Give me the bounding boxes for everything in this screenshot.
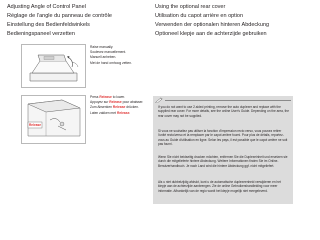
note-panel (153, 96, 293, 204)
heading-nl: Optioneel klepje aan de achterzijde gebruiken (155, 31, 267, 37)
heading-en: Using the optional rear cover (155, 4, 226, 10)
note-paragraph-de: Wenn Sie nicht beidseitig drucken möchten, entfernen Sie die Duplexeinheit und ersetzen sie durch die mitgelieferte hintere Abdeckung. Weitere Informationen finden Sie im Online-Benutzerhandbuch. Je nach Land wird die hintere Abdeckung ggf. nicht mitgeliefert. (158, 155, 288, 168)
heading-de: Verwenden der optionalen hinteren Abdeckung (155, 22, 270, 28)
caption-nl (90, 111, 143, 116)
heading-nl: Bedieningspaneel verzetten (7, 31, 75, 37)
caption-en: Raise manually. (90, 45, 114, 49)
printer-raise-illustration (22, 45, 85, 87)
caption-text: drücken. (125, 105, 139, 110)
release-keyword: Release (116, 110, 130, 115)
raise-panel-figure (21, 44, 86, 88)
pencil-note-icon (155, 97, 163, 103)
caption-text: Laten zakken met (90, 110, 117, 115)
caption-de: Manuell anheben. (90, 55, 117, 60)
heading-fr: Réglage de l’angle du panneau de contrôle (7, 13, 112, 19)
release-label: Release (29, 122, 42, 127)
right-headings (155, 3, 269, 39)
caption-text: Appuyez sur (90, 100, 110, 105)
heading-en: Adjusting Angle of Control Panel (7, 4, 86, 10)
heading-de: Einstellung des Bedienfeldwinkels (7, 22, 90, 28)
caption-text: . (129, 110, 131, 115)
release-keyword: Release (109, 100, 122, 105)
caption-text: Press (90, 95, 100, 99)
note-divider (165, 100, 291, 101)
release-button-illustration (22, 96, 85, 143)
caption-text: to lower. (111, 95, 126, 99)
caption-nl: Met de hand omhoog zetten. (90, 60, 132, 65)
raise-caption (90, 45, 132, 66)
caption-fr: Soulevez manuellement. (90, 50, 127, 55)
note-paragraph-nl: Als u niet dubbelzijdig afdrukt, kunt u de automatische duplexeenheid verwijderen en het klepje aan de achterzijde aanbrengen. Zie de online Gebruikershandleiding voor meer informatie. Afhankelijk van de regio wordt het klepje mogelijk niet meegeleverd. (158, 180, 281, 193)
release-caption (90, 95, 143, 116)
heading-fr: Utilisation du capot arrière en option (155, 13, 244, 19)
release-keyword: Release (99, 95, 112, 99)
release-figure (21, 95, 86, 144)
release-keyword: Release (112, 105, 126, 110)
caption-text: Zum Absenken (90, 105, 113, 110)
caption-text: pour abaisser. (121, 100, 144, 105)
note-paragraph-en: If you do not want to use 2-sided printing, remove the auto duplexer and replace with the supplied rear cover. For more details, see the online User's Guide. Depending on the area, the rear cover may not be supplied. (158, 105, 290, 118)
left-headings (7, 3, 112, 39)
note-paragraph-fr: Si vous ne souhaitez pas utiliser la fonction d'impression recto verso, vous pouvez retirer l'unité recto/verso et la remplacer par le capot arrière fourni. Pour plus de détails, reportez-vous au Guide d'utilisation en ligne. Selon les pays, il est possible que le capot arrière ne soit pas fourni. (158, 129, 288, 146)
